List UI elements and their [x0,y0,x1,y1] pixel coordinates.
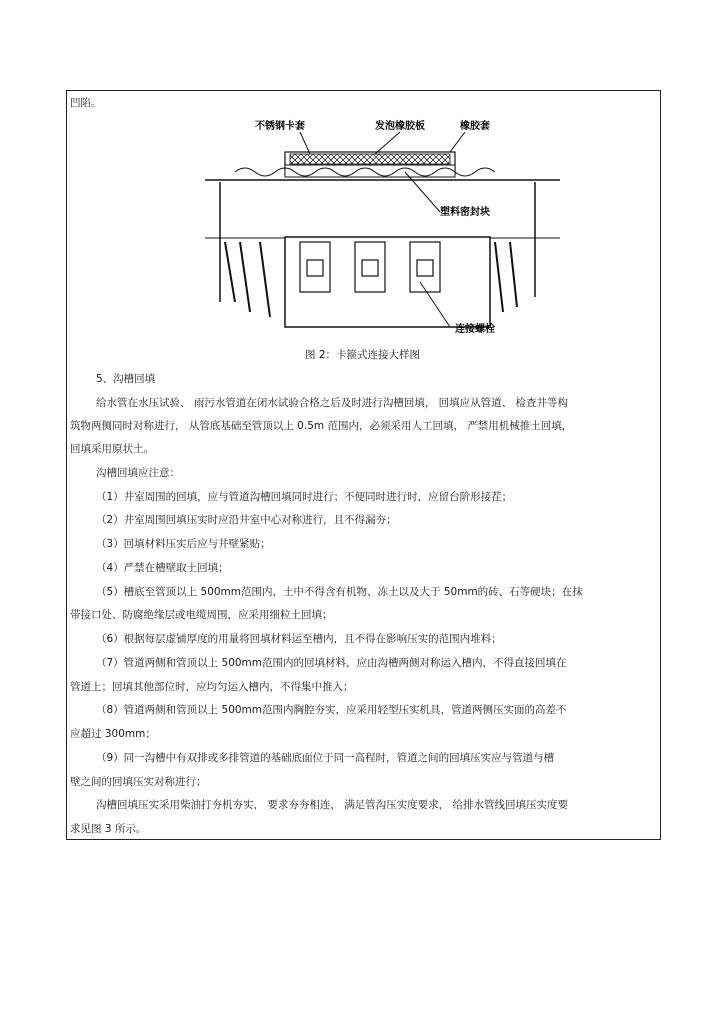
note-7-line-1: （7）管道两侧和管顶以上 500mm范围内的回填材料，应由沟槽两侧对称运入槽内，不得直接回填在 [96,657,567,669]
label-bolt: 连接螺栓 [455,324,495,335]
note-1: （1）井室周围的回填，应与管道沟槽回填同时进行；不便同时进行时，应留台阶形接茬； [96,491,513,503]
note-4: （4）严禁在槽壁取土回填； [96,562,229,574]
note-5-line-1: （5）槽底至管顶以上 500mm范围内，土中不得含有机物、冻土以及大于 50mm的砖、石等硬块；在抹 [96,586,583,598]
note-8-line-1: （8）管道两侧和管顶以上 500mm范围内胸腔夯实，应采用轻型压实机具，管道两侧压实面的高差不 [96,704,567,716]
note-8-line-2: 应超过 300mm； [70,728,156,740]
clamp-connection-diagram [205,112,560,337]
note-9-line-1: （9）同一沟槽中有双排或多排管道的基础底面位于同一高程时，管道之间的回填压实应与管道与槽 [96,752,555,764]
para-last-line-1: 沟槽回填压实采用柴油打夯机夯实， 要求夯夯相连， 满足管沟压实度要求， 给排水管线回填压实度要 [96,799,569,811]
figure-caption: 图 2：卡箍式连接大样图 [305,349,421,361]
para1-line-3: 回填采用原状土。 [70,443,154,455]
label-foam-rubber: 发泡橡胶板 [375,121,425,132]
note-6: （6）根据每层虚铺厚度的用量将回填材料运至槽内，且不得在影响压实的范围内堆料； [96,633,502,645]
label-plastic-seal: 塑料密封块 [440,207,490,218]
note-7-line-2: 管道上；回填其他部位时，应均匀运入槽内，不得集中推入； [70,681,354,693]
notes-heading: 沟槽回填应注意： [96,467,180,479]
clamp-housing [285,237,490,327]
para1-line-2: 筑物两侧同时对称进行， 从管底基础至管顶以上 0.5m 范围内，必须采用人工回填， 严禁用机械推土回填， [70,420,573,432]
note-2: （2）井室周围回填压实时应沿井室中心对称进行，且不得漏夯； [96,514,397,526]
note-5-line-2: 带接口处、防腐绝缘层或电缆周围，应采用细粒土回填； [70,609,333,621]
section-heading: 5、沟槽回填 [96,373,156,385]
note-9-line-2: 壁之间的回填压实对称进行； [70,776,207,788]
label-rubber-sleeve: 橡胶套 [460,121,490,132]
label-stainless-clamp: 不锈钢卡套 [255,121,305,132]
para1-line-1: 给水管在水压试验、 雨污水管道在闭水试验合格之后及时进行沟槽回填， 回填应从管道、 检查井等构 [96,397,569,409]
para-last-line-2: 求见图 3 所示。 [70,823,147,835]
stainless-clamp-hatch [290,154,450,164]
note-3: （3）回填材料压实后应与井壁紧贴； [96,538,271,550]
top-line: 凹陷。 [70,97,102,109]
